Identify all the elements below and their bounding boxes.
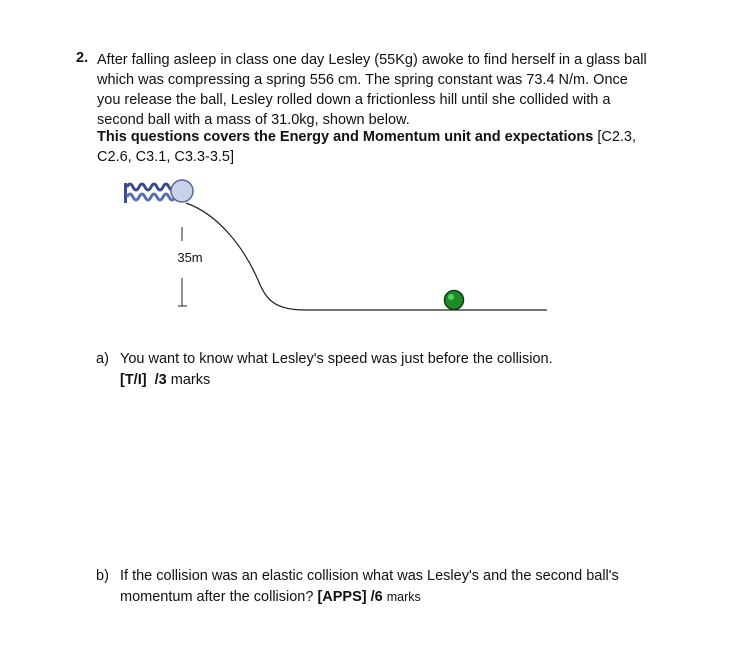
coverage-statement: This questions covers the Energy and Momentum unit and expectations	[97, 129, 594, 145]
question-number: 2.	[76, 50, 89, 66]
part-b-tag: [APPS]	[317, 589, 367, 605]
part-a-marks-word: marks	[170, 372, 211, 388]
part-b-text: If the collision was an elastic collision what was Lesley's and the second ball's	[120, 568, 619, 584]
unit-coverage-note	[97, 127, 657, 167]
physics-diagram	[110, 170, 560, 330]
question-line-3: you release the ball, Lesley rolled down a frictionless hill until she collided with a	[97, 92, 611, 108]
part-a-label: a)	[96, 351, 109, 367]
part-a-text: You want to know what Lesley's speed was just before the collision.	[120, 351, 553, 367]
question-line-4: second ball with a mass of 31.0kg, shown below.	[97, 112, 410, 128]
question-text	[97, 50, 657, 130]
part-b-marks-word: marks	[386, 590, 421, 604]
height-label: 35m	[177, 250, 203, 265]
height-marker	[178, 227, 187, 306]
part-a-tag: [T/I]	[120, 372, 147, 388]
question-line-1: After falling asleep in class one day Lesley (55Kg) awoke to find herself in a glass ball	[97, 52, 647, 68]
second-ball-icon	[445, 291, 464, 310]
coverage-codes-part-2: C2.6, C3.1, C3.3-3.5]	[97, 149, 235, 165]
part-a-marks-value: /3	[154, 372, 167, 388]
part-a	[96, 349, 553, 391]
second-ball-highlight	[448, 294, 454, 300]
part-b-marks-value: /6	[370, 589, 383, 605]
part-b-label: b)	[96, 568, 109, 584]
frictionless-hill	[186, 203, 547, 310]
part-b-text-2: momentum after the collision?	[120, 589, 314, 605]
part-a-marks-line	[96, 370, 553, 391]
glass-ball-icon	[171, 180, 193, 202]
question-line-2: which was compressing a spring 556 cm. The spring constant was 73.4 N/m. Once	[97, 72, 628, 88]
coverage-codes-part-1: [C2.3,	[593, 129, 637, 145]
part-b	[96, 566, 619, 608]
part-b-line-2	[96, 587, 619, 608]
